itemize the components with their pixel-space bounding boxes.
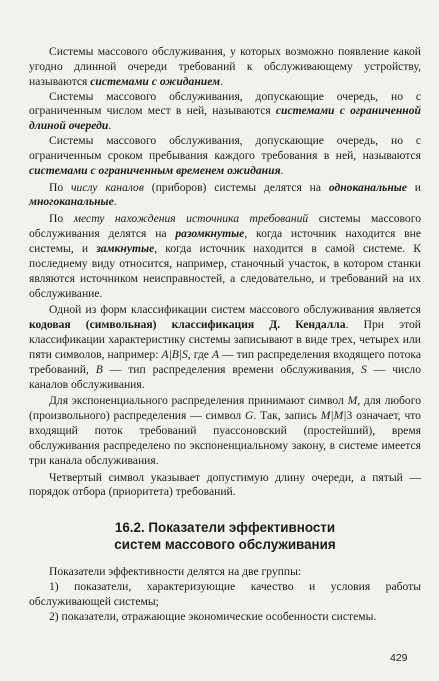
text-fragment: , для любого (произвольного) распределения — символ xyxy=(29,394,421,423)
term-bold: кодовая (символьная) классификация Д. Кендалла xyxy=(29,318,346,332)
text-fragment: . xyxy=(113,195,117,209)
paragraph-queue-limited-length xyxy=(29,90,421,135)
text-fragment: Одной из форм классификации систем массового обслуживания является xyxy=(49,303,421,317)
term-emphasis: системами с ограниченным временем ожидания xyxy=(29,163,281,177)
text-fragment: 3 означает, что входящий поток требований пуассоновский (простейший), время обслуживания распределено по экспоненциальному закону, в системе имеется три канала обслуживания. xyxy=(29,409,421,467)
paragraph-exponential-symbol xyxy=(29,394,421,468)
text-fragment: Показатели эффективности делятся на две группы: xyxy=(49,565,302,578)
text-fragment: Для экспоненциального распределения принимают символ xyxy=(49,394,348,408)
paragraph-fourth-symbol xyxy=(29,471,421,501)
section-heading xyxy=(29,519,421,553)
term-emphasis: одноканальные xyxy=(328,180,407,194)
paragraph-queue-systems-waiting xyxy=(29,45,421,90)
formula-symbol: M xyxy=(347,394,358,408)
formula-symbol: M|M| xyxy=(320,409,347,423)
term-italic: месту нахождения источника требований xyxy=(73,212,309,226)
term-emphasis: многоканальные xyxy=(29,195,114,209)
section-heading-line: 16.2. Показатели эффективности xyxy=(114,520,336,535)
page-number: 429 xyxy=(390,652,408,664)
list-item-economic-indicators xyxy=(29,610,421,625)
text-fragment: Системы массового обслуживания, допускающие очередь, но с ограниченным числом мест в ней, называются xyxy=(29,89,421,118)
paragraph-queue-limited-time xyxy=(29,134,421,179)
formula-symbol: A|B|S xyxy=(161,347,188,361)
term-emphasis: системами с ожиданием xyxy=(90,74,221,88)
paragraph-kendall-classification xyxy=(29,303,421,392)
text-fragment: . xyxy=(108,119,112,133)
paragraph-source-location xyxy=(29,212,421,301)
text-fragment: . При этой классификации характеристику системы записывают в виде трех, четырех или пяти символов, например: xyxy=(29,318,421,361)
text-fragment: . xyxy=(280,163,284,177)
text-fragment: . xyxy=(220,74,223,88)
section-heading-line: систем массового обслуживания xyxy=(114,537,336,552)
formula-symbol: G xyxy=(245,409,254,423)
text-fragment: , где xyxy=(187,347,212,361)
text-fragment: Системы массового обслуживания, у которых возможно появление какой угодно длинной очереди требований к обслуживающему устройству, называются xyxy=(29,45,421,88)
text-fragment: , когда источник находится в самой системе. К последнему виду относится, например, станочный участок, в котором станки являются источником неисправностей, а следовательно, и требований на их обслуживание. xyxy=(29,241,421,300)
text-fragment: системы массового обслуживания делятся на xyxy=(29,212,421,241)
term-emphasis: замкнутые xyxy=(96,241,155,255)
paragraph-channel-count xyxy=(29,181,421,211)
formula-symbol: A xyxy=(211,347,220,361)
text-fragment: Системы массового обслуживания, допускающие очередь, но с ограниченным сроком пребывания каждого требования в ней, называются xyxy=(29,134,421,162)
main-text-block xyxy=(29,45,421,500)
text-fragment: и xyxy=(406,180,421,194)
text-fragment: (приборов) системы делятся на xyxy=(143,180,329,194)
text-fragment: 1) показатели, характеризующие качество и условия работы обслуживающей системы; xyxy=(29,579,421,608)
text-fragment: 2) показатели, отражающие экономические особенности системы. xyxy=(49,609,377,623)
text-fragment: По xyxy=(49,212,74,226)
term-italic: числу каналов xyxy=(71,180,144,194)
text-fragment: По xyxy=(49,180,72,194)
text-fragment: — число каналов обслуживания. xyxy=(29,362,421,391)
list-item-quality-indicators xyxy=(29,580,421,610)
text-fragment: Четвертый символ указывает допустимую длину очереди, а пятый — порядок отбора (приоритета) требований. xyxy=(29,470,421,499)
text-fragment: , когда источник находится вне системы, и xyxy=(29,227,421,255)
formula-symbol: S xyxy=(361,362,367,376)
text-fragment: — тип распределения входящего потока требований, xyxy=(29,347,421,376)
paragraph-indicator-groups xyxy=(29,565,421,580)
formula-symbol: B xyxy=(95,362,103,376)
term-emphasis: разомкнутые xyxy=(175,227,245,241)
section-text-block xyxy=(29,565,421,624)
term-emphasis: системами с ограниченной длиной очереди xyxy=(29,104,421,133)
text-fragment: . Так, запись xyxy=(253,409,321,423)
text-fragment: — тип распределения времени обслуживания, xyxy=(102,362,362,376)
